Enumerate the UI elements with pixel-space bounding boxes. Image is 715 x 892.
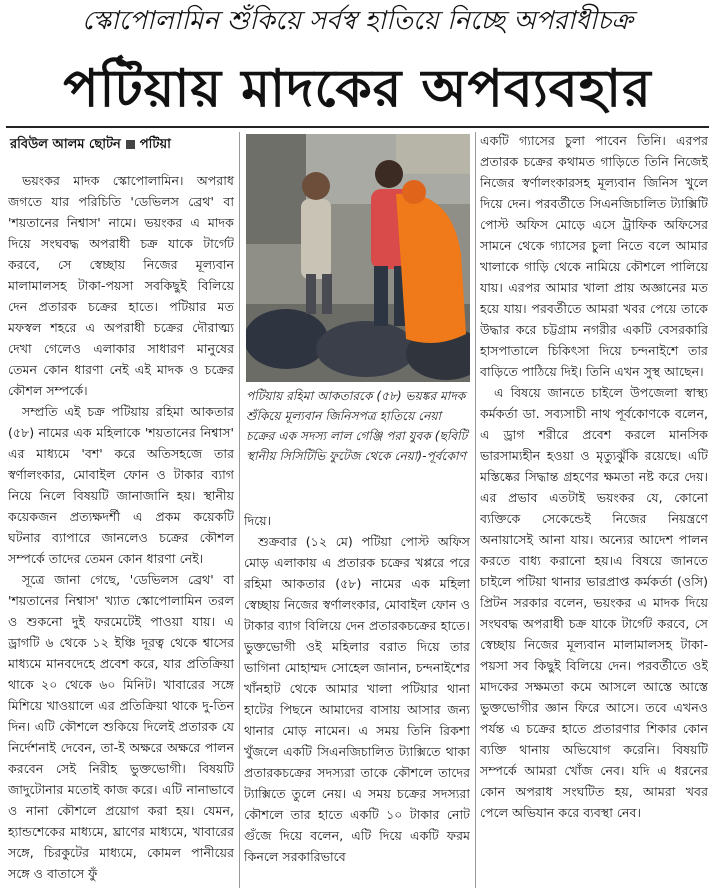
paragraph: সম্প্রতি এই চক্র পটিয়ায় রহিমা আকতার (৫৮) নামের এক মহিলাকে 'শয়তানের নিশ্বাস' এর মাধ্যমে 'বশ' করে অতিসহজে তার স্বর্ণালংকার, মোবাইল ফোন ও টাকার ব্যাগ নিয়ে নিলে বিষয়টি জানাজানি হয়। স্থানীয় কয়েকজন প্রত্যক্ষদর্শী এ প্রকম কয়েকটি ঘটনার ব্যাপারে জানলেও চক্রের কৌশল সম্পর্কে তাদের তেমন কোন ধারণা নেই। xyxy=(8,404,234,566)
paragraph: দিয়ে। xyxy=(244,513,272,528)
byline xyxy=(10,135,171,156)
news-photo xyxy=(246,134,470,382)
article-column-middle xyxy=(244,510,470,888)
header-rule xyxy=(6,126,709,128)
article-column-right xyxy=(480,130,708,888)
paragraph: সূত্রে জানা গেছে, 'ডেভিলস ব্রেথ' বা 'শয়তানের নিশ্বাস' খ্যাত স্কোপোলামিন তরল ও শুকনো দুই ফরমেটেই পাওয়া যায়। এ ড্রাগটি ৬ থেকে ১২ ইঞ্চি দূরত্ব থেকে শ্বাসের মাধ্যমে মানবদেহে প্রবেশ করে, যার প্রতিক্রিয়া থাকে ২০ থেকে ৬০ মিনিট। খাবারের সঙ্গে মিশিয়ে খাওয়ালে এর প্রতিক্রিয়া থাকে দু-তিন দিন। এটি কৌশলে শুকিয়ে দিলেই প্রতারক যে নির্দেশনাই দেবেন, তা-ই অক্ষরে অক্ষরে পালন করবেন সেই নিরীহ ভুক্তভোগী। বিষয়টি জাদুটোনার মতোই কাজ করে। এটি নানাভাবে ও নানা কৌশলে প্রয়োগ করা হয়। যেমন, হ্যান্ডশেকের মাধ্যমে, ঘ্রাণের মাধ্যমে, খাবারের সঙ্গে, চিরকুটের মাধ্যমে, কোমল পানীয়ের সঙ্গে ও বাতাসে ফুঁ xyxy=(8,572,234,881)
column-divider xyxy=(239,132,240,888)
cctv-photo-illustration xyxy=(246,134,470,382)
paragraph: একটি গ্যাসের চুলা পাবেন তিনি। এরপর প্রতারক চক্রের কথামত গাড়িতে তিনি নিজেই নিজের স্বর্ণালংকারসহ মূল্যবান জিনিস খুলে দিয়ে দেন। পরবর্তীতে সিএনজিচালিত ট্যাক্সিটি পোস্ট অফিস মোড়ে এসে ট্রাফিক অফিসের সামনে থেকে গ্যাসের চুলা নিতে বলে আমার খালাকে গাড়ি থেকে নামিয়ে কৌশলে পালিয়ে যায়। এরপর আমার খালা প্রায় অজ্ঞানের মত হয়ে যায়। পরবর্তীতে আমরা খবর পেয়ে তাকে উদ্ধার করে চট্টগ্রাম নগরীর একটি বেসরকারি হাসপাতালে চিকিৎসা দিয়ে চন্দনাইশে তার বাড়িতে পাঠিয়ে দিই। তিনি এখন সুস্থ আছেন। xyxy=(480,133,708,379)
photo-caption: পটিয়ায় রহিমা আকতারকে (৫৮) ভয়ঙ্কর মাদক শুঁকিয়ে মূল্যবান জিনিসপত্র হাতিয়ে নেয়া চক্রের এক সদস্য লাল গেঞ্জি পরা যুবক (ছবিটি স্থানীয় সিসিটিভি ফুটেজ থেকে নেয়া)-পূর্বকোণ xyxy=(246,389,468,463)
square-bullet-icon xyxy=(126,140,135,149)
paragraph: ভয়ংকর মাদক স্কোপোলামিন। অপরাধ জগতে যার পরিচিতি 'ডেভিলস ব্রেথ' বা 'শয়তানের নিশ্বাস' নামে। ভয়ংকর এ মাদক দিয়ে সংঘবদ্ধ অপরাধী চক্র যাকে টার্গেট করবে, সে স্বেচ্ছায় নিজের মূল্যবান মালামালসহ টাকা-পয়সা সবকিছুই বিলিয়ে দেন প্রতারক চক্রের হাতে। পটিয়ার মত মফস্বল শহরে এ অপরাধী চক্রের দৌরাত্ম্য দেখা গেলেও এলাকার সাধারণ মানুষের তেমন কোন ধারণা নেই এই মাদক ও চক্রের কৌশল সম্পর্কে। xyxy=(8,173,234,398)
reporter-name: রবিউল আলম ছোটন xyxy=(10,137,121,152)
column-divider xyxy=(475,132,476,888)
article-column-left xyxy=(8,170,234,888)
paragraph: এ বিষয়ে জানতে চাইলে উপজেলা স্বাস্থ্য কর্মকর্তা ডা. সব্যসাচী নাথ পূর্বকোণকে বলেন, এ ড্রাগ শরীরে প্রবেশ করলে মানসিক ভারসাম্যহীন হওয়া ও মৃত্যুঝুঁকি রয়েছে। এটি মস্তিষ্কের সিদ্ধান্ত গ্রহণের ক্ষমতা নষ্ট করে দেয়। এর প্রভাব এতটাই ভয়ংকর যে, কোনো ব্যক্তিকে সেকেন্ডেই নিজের নিয়ন্ত্রণে অনায়াসেই আনা যায়। অন্যের আদেশ পালন করতে বাধ্য করানো হয়।এ বিষয়ে জানতে চাইলে পটিয়া থানার ভারপ্রাপ্ত কর্মকর্তা (ওসি) প্রিটন সরকার বলেন, ভয়ংকর এ মাদক দিয়ে সংঘবদ্ধ অপরাধী চক্র যাকে টার্গেট করবে, সে স্বেচ্ছায় নিজের মূল্যবান মালামালসহ টাকা-পয়সা সব কিছুই বিলিয়ে দেন। পরবর্তীতে ওই মাদকের সক্ষমতা কমে আসলে আস্তে আস্তে ভুক্তভোগীর জ্ঞান ফিরে আসে। তবে এখনও পর্যন্ত এ চক্রের হাতে প্রতারণার শিকার কোন ব্যক্তি থানায় অভিযোগ করেনি। বিষয়টি সম্পর্কে আমরা খোঁজ নেব। যদি এ ধরনের কোন অপরাধ সংঘটিত হয়, আমরা খবর পেলে অভিযান করে ব্যবস্থা নেব। xyxy=(480,385,708,820)
dateline: পটিয়া xyxy=(139,137,171,152)
kicker-headline: স্কোপোলামিন শুঁকিয়ে সর্বস্ব হাতিয়ে নিচ্ছে অপরাধীচক্র xyxy=(81,6,634,36)
paragraph: শুক্রবার (১২ মে) পটিয়া পোস্ট অফিস মোড় এলাকায় এ প্রতারক চক্রের খপ্পরে পরে রহিমা আকতার (৫৮) নামের এক মহিলা স্বেচ্ছায় নিজের স্বর্ণালংকার, মোবাইল ফোন ও টাকার ব্যাগ বিলিয়ে দেন প্রতারকচক্রের হাতে। ভুক্তভোগী ওই মহিলার বরাত দিয়ে তার ভাগিনা মোহাম্মদ সোহেল জানান, চন্দনাইশের খাঁনহাট থেকে আমার খালা পটিয়ার থানা হাটের পিছনে আমাদের বাসায় আসার জন্য থানার মোড় নামেন। এ সময় তিনি রিকশা খুঁজলে একটি সিএনজিচালিত ট্যাক্সিতে থাকা প্রতারকচক্রের সদস্যরা তাকে কৌশলে তাদের ট্যাক্সিতে তুলে নেয়। এ সময় চক্রের সদস্যরা কৌশলে তার হাতে একটি ১০ টাকার নোট গুঁজে দিয়ে বলেন, এটি দিয়ে একটি ফরম কিনলে সরকারিভাবে xyxy=(244,534,470,864)
main-headline: পটিয়ায় মাদকের অপব্যবহার xyxy=(63,59,652,119)
